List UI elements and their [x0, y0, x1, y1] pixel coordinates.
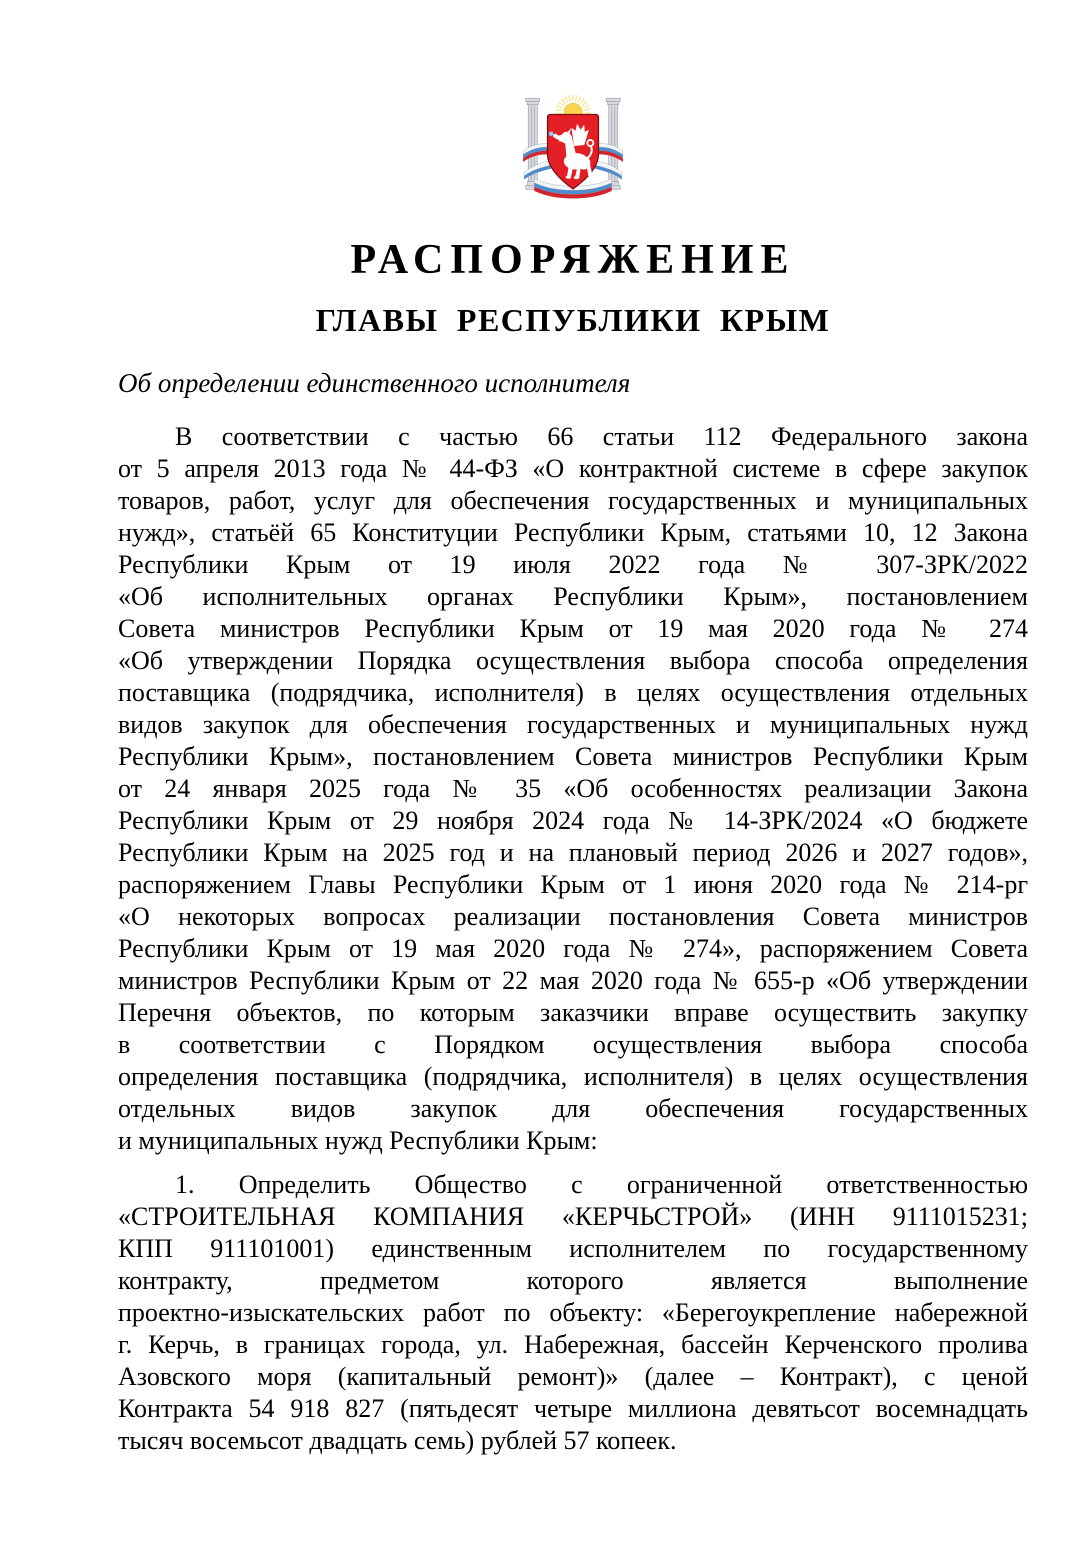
text-line: товаров, работ, услуг для обеспечения государственных и муниципальных [118, 485, 1028, 515]
paragraph [118, 421, 1028, 1157]
text-line: Республики Крым на 2025 год и на плановый период 2026 и 2027 годов», [118, 837, 1028, 867]
text-line: поставщика (подрядчика, исполнителя) в целях осуществления отдельных [118, 677, 1028, 707]
text-line: «Об утверждении Порядка осуществления выбора способа определения [118, 645, 1028, 675]
crimea-coat-of-arms-icon [519, 84, 627, 204]
text-line: и муниципальных нужд Республики Крым: [118, 1125, 598, 1155]
text-line: Совета министров Республики Крым от 19 мая 2020 года № 274 [118, 613, 1028, 643]
text-line: «О некоторых вопросах реализации постановления Совета министров [118, 901, 1028, 931]
text-line: Азовского моря (капитальный ремонт)» (далее – Контракт), с ценой [118, 1361, 1028, 1391]
text-line: министров Республики Крым от 22 мая 2020 года № 655-р «Об утверждении [118, 965, 1028, 995]
text-line: от 24 января 2025 года № 35 «Об особенностях реализации Закона [118, 773, 1028, 803]
text-line: проектно-изыскательских работ по объекту: «Берегоукрепление набережной [118, 1297, 1028, 1327]
text-line: контракту, предметом которого является выполнение [118, 1265, 1028, 1295]
text-line: В соответствии с частью 66 статьи 112 Федерального закона [175, 421, 1028, 451]
document-subject: Об определении единственного исполнителя [118, 367, 631, 398]
paragraph [118, 1169, 1028, 1457]
document-subtitle: ГЛАВЫ РЕСПУБЛИКИ КРЫМ [315, 302, 831, 339]
text-line: в соответствии с Порядком осуществления выбора способа [118, 1029, 1028, 1059]
text-line: определения поставщика (подрядчика, исполнителя) в целях осуществления [118, 1061, 1028, 1091]
document-body [118, 421, 1028, 1457]
text-line: «Об исполнительных органах Республики Крым», постановлением [118, 581, 1028, 611]
text-line: Перечня объектов, по которым заказчики вправе осуществить закупку [118, 997, 1028, 1027]
text-line: отдельных видов закупок для обеспечения государственных [118, 1093, 1028, 1123]
text-line: Контракта 54 918 827 (пятьдесят четыре миллиона девятьсот восемнадцать [118, 1393, 1028, 1423]
text-line: видов закупок для обеспечения государственных и муниципальных нужд [118, 709, 1028, 739]
text-line: тысяч восемьсот двадцать семь) рублей 57 копеек. [118, 1425, 677, 1455]
text-line: 1. Определить Общество с ограниченной ответственностью [175, 1169, 1028, 1199]
text-line: Республики Крым», постановлением Совета министров Республики Крым [118, 741, 1028, 771]
emblem-container [118, 0, 1027, 204]
text-line: «СТРОИТЕЛЬНАЯ КОМПАНИЯ «КЕРЧЬСТРОЙ» (ИНН 9111015231; [118, 1201, 1028, 1231]
text-line: от 5 апреля 2013 года № 44-ФЗ «О контрактной системе в сфере закупок [118, 453, 1028, 483]
text-line: Республики Крым от 29 ноября 2024 года № 14-ЗРК/2024 «О бюджете [118, 805, 1028, 835]
text-line: Республики Крым от 19 мая 2020 года № 274», распоряжением Совета [118, 933, 1028, 963]
text-line: распоряжением Главы Республики Крым от 1 июня 2020 года № 214-рг [118, 869, 1028, 899]
text-line: г. Керчь, в границах города, ул. Набережная, бассейн Керченского пролива [118, 1329, 1028, 1359]
document-title: РАСПОРЯЖЕНИЕ [350, 237, 796, 283]
text-line: Республики Крым от 19 июля 2022 года № 307-ЗРК/2022 [118, 549, 1028, 579]
text-line: КПП 911101001) единственным исполнителем по государственному [118, 1233, 1028, 1263]
text-line: нужд», статьёй 65 Конституции Республики Крым, статьями 10, 12 Закона [118, 517, 1028, 547]
